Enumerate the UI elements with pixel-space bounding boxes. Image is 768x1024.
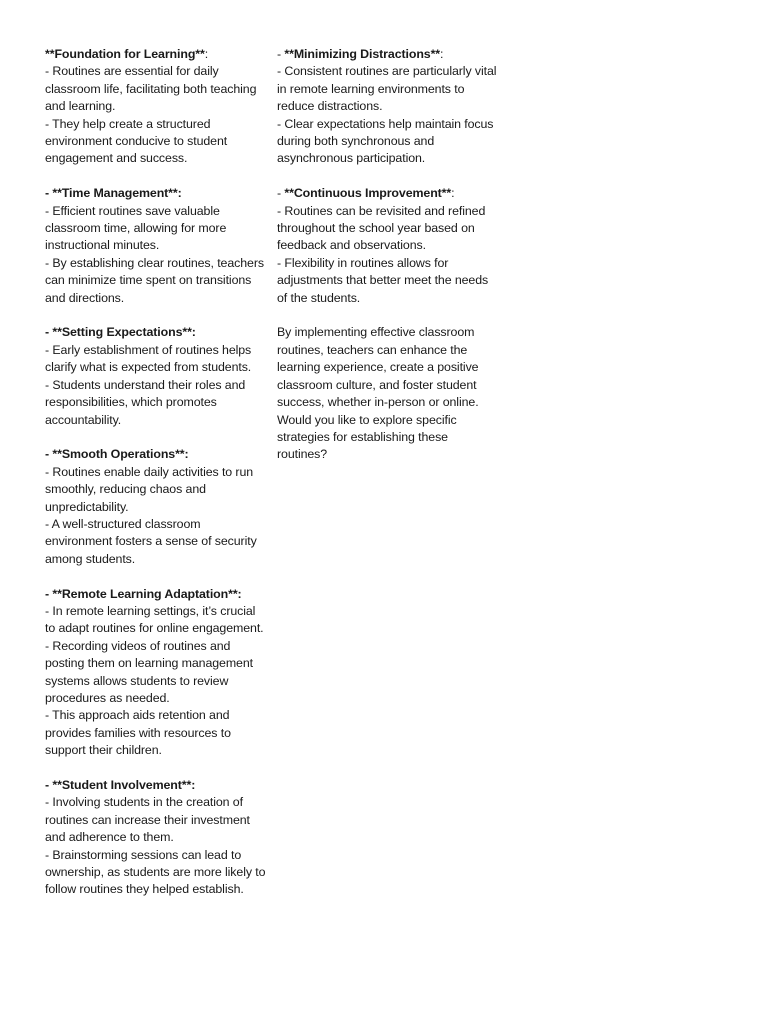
bullet-line: - They help create a structured environment conducive to student engagement and success. (45, 116, 228, 166)
section-heading-title: **Foundation for Learning** (45, 47, 205, 61)
section-remote-learning-adaptation (45, 586, 267, 760)
bullet-line: - Students understand their roles and responsibilities, which promotes accountability. (45, 377, 246, 427)
bullet-line: - Involving students in the creation of routines can increase their investment and adherence to them. (45, 795, 250, 845)
section-heading (277, 185, 499, 202)
bullet-line: - Clear expectations help maintain focus during both synchronous and asynchronous participation. (277, 116, 494, 166)
section-heading-title: - **Time Management**: (45, 186, 182, 201)
bullet-line: - This approach aids retention and provides families with resources to support their children. (45, 708, 231, 758)
bullet-line: - A well-structured classroom environment fosters a sense of security among students. (45, 516, 257, 566)
closing-paragraph: By implementing effective classroom routines, teachers can enhance the learning experience, create a positive classroom culture, and foster student success, whether in-person or online. Would you like to explore specific strategies for establishing these routines? (277, 325, 479, 462)
bullet-line: - Routines can be revisited and refined throughout the school year based on feedback and observations. (277, 203, 486, 253)
section-setting-expectations (45, 324, 267, 428)
section-minimizing-distractions (277, 46, 499, 168)
right-column (277, 46, 499, 481)
section-heading-prefix: - (277, 47, 285, 61)
section-heading-title: **Minimizing Distractions** (284, 47, 441, 61)
section-heading-title: **Continuous Improvement** (284, 186, 452, 201)
bullet-line: - In remote learning settings, it’s crucial to adapt routines for online engagement. (45, 603, 264, 636)
section-continuous-improvement (277, 185, 499, 307)
section-heading-title: - **Setting Expectations**: (45, 325, 196, 340)
bullet-line: - Efficient routines save valuable classroom time, allowing for more instructional minutes. (45, 203, 227, 253)
section-heading (45, 777, 267, 794)
bullet-line: - Brainstorming sessions can lead to ownership, as students are more likely to follow routines they helped establish. (45, 847, 266, 897)
section-heading (45, 324, 267, 341)
section-heading-title: - **Smooth Operations**: (45, 447, 189, 462)
section-heading (45, 185, 267, 202)
bullet-line: - By establishing clear routines, teachers can minimize time spent on transitions and directions. (45, 255, 264, 305)
section-heading-title: - **Student Involvement**: (45, 777, 196, 792)
section-smooth-operations (45, 446, 267, 568)
section-heading-suffix: : (451, 186, 455, 201)
section-heading (45, 586, 267, 603)
section-heading-prefix: - (277, 186, 285, 201)
section-foundation-for-learning (45, 46, 267, 168)
bullet-line: - Routines are essential for daily classroom life, facilitating both teaching and learning. (45, 64, 257, 114)
section-heading (45, 46, 267, 63)
closing-section (277, 324, 499, 463)
bullet-line: - Early establishment of routines helps clarify what is expected from students. (45, 342, 252, 375)
left-column (45, 46, 267, 916)
section-student-involvement (45, 777, 267, 899)
section-time-management (45, 185, 267, 307)
section-heading-suffix: : (440, 47, 444, 61)
section-heading-title: - **Remote Learning Adaptation**: (45, 586, 242, 601)
bullet-line: - Routines enable daily activities to run smoothly, reducing chaos and unpredictability. (45, 464, 254, 514)
section-heading-suffix: : (204, 47, 209, 61)
bullet-line: - Consistent routines are particularly vital in remote learning environments to reduce distractions. (277, 64, 497, 114)
bullet-line: - Recording videos of routines and posting them on learning management systems allows students to review procedures as needed. (45, 638, 253, 705)
bullet-line: - Flexibility in routines allows for adjustments that better meet the needs of the students. (277, 255, 489, 305)
section-heading (45, 446, 267, 463)
section-heading (277, 46, 499, 63)
